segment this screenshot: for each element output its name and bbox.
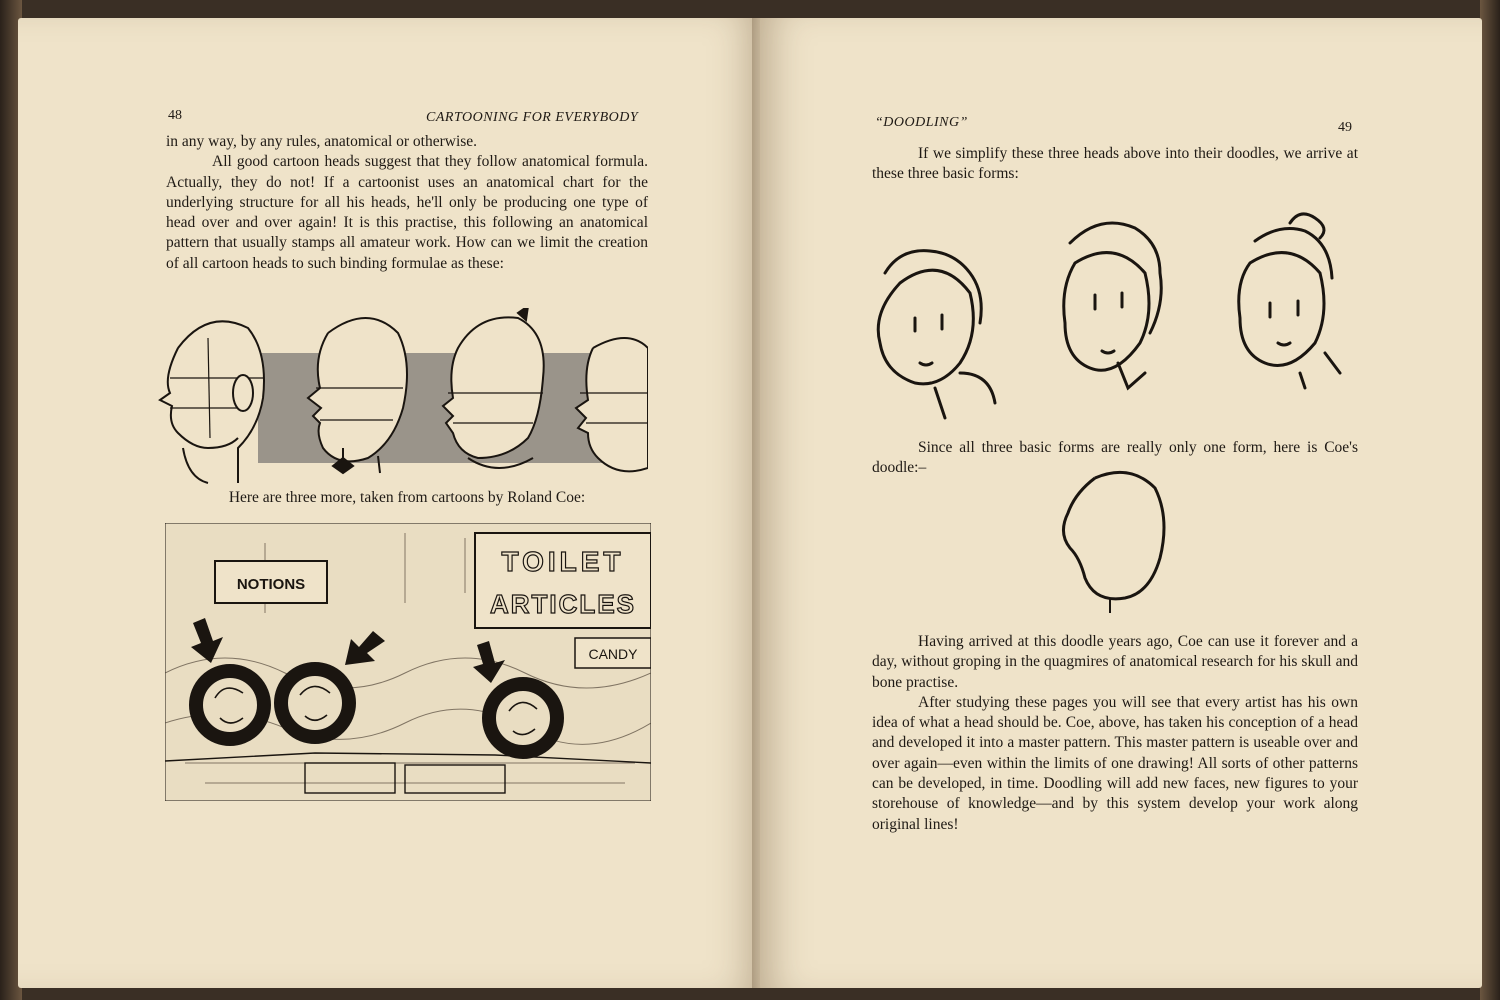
three-doodle-heads-illustration xyxy=(860,203,1380,423)
page-number: 49 xyxy=(1338,120,1352,135)
book-cover-edge-right xyxy=(1480,0,1500,1000)
left-page xyxy=(18,18,760,988)
paragraph: in any way, by any rules, anatomical or otherwise. xyxy=(166,133,478,150)
running-head: CARTOONING FOR EVERYBODY xyxy=(426,110,639,125)
anatomical-heads-illustration xyxy=(148,308,648,488)
paragraph: Since all three basic forms are really only one form, here is Coe's doodle:– xyxy=(872,439,1358,477)
running-head: “DOODLING” xyxy=(875,115,968,130)
paragraph: Having arrived at this doodle years ago, Coe can use it forever and a day, without groping in the quagmires of anatomical research for his skull and bone practise. xyxy=(872,633,1358,691)
store-cartoon-illustration xyxy=(165,523,651,801)
paragraph: After studying these pages you will see that every artist has his own idea of what a head should be. Coe, above, has taken his conception of a head and developed it into a master pattern. This master pattern is useable over and over again—even within the limits of one drawing! All sorts of other patterns can be developed, in time. Doodling will add new faces, new figures to your storehouse of knowledge—and by this system develop your work along original lines! xyxy=(872,693,1358,833)
sign-articles: ARTICLES xyxy=(490,589,636,619)
sign-candy: CANDY xyxy=(588,646,638,662)
body-text xyxy=(872,632,1358,835)
body-text xyxy=(166,132,648,274)
paragraph: All good cartoon heads suggest that they follow anatomical formula. Actually, they do not! If a cartoonist uses an anatomical chart for the underlying structure for all his heads, he'll only be producing one type of head over and over again! It is this practise, this following an anatomical pattern that usually stamps all amateur work. How can we limit the creation of all cartoon heads to such binding formulae as these: xyxy=(166,153,648,272)
right-page xyxy=(760,18,1482,988)
body-text xyxy=(872,144,1358,185)
sign-toilet: TOILET xyxy=(501,546,625,577)
paragraph: If we simplify these three heads above into their doodles, we arrive at these three basic forms: xyxy=(872,145,1358,183)
page-number: 48 xyxy=(168,108,182,123)
figure-caption: Here are three more, taken from cartoons by Roland Coe: xyxy=(228,489,586,506)
coe-doodle-illustration xyxy=(1050,458,1180,618)
sign-notions: NOTIONS xyxy=(236,576,306,593)
